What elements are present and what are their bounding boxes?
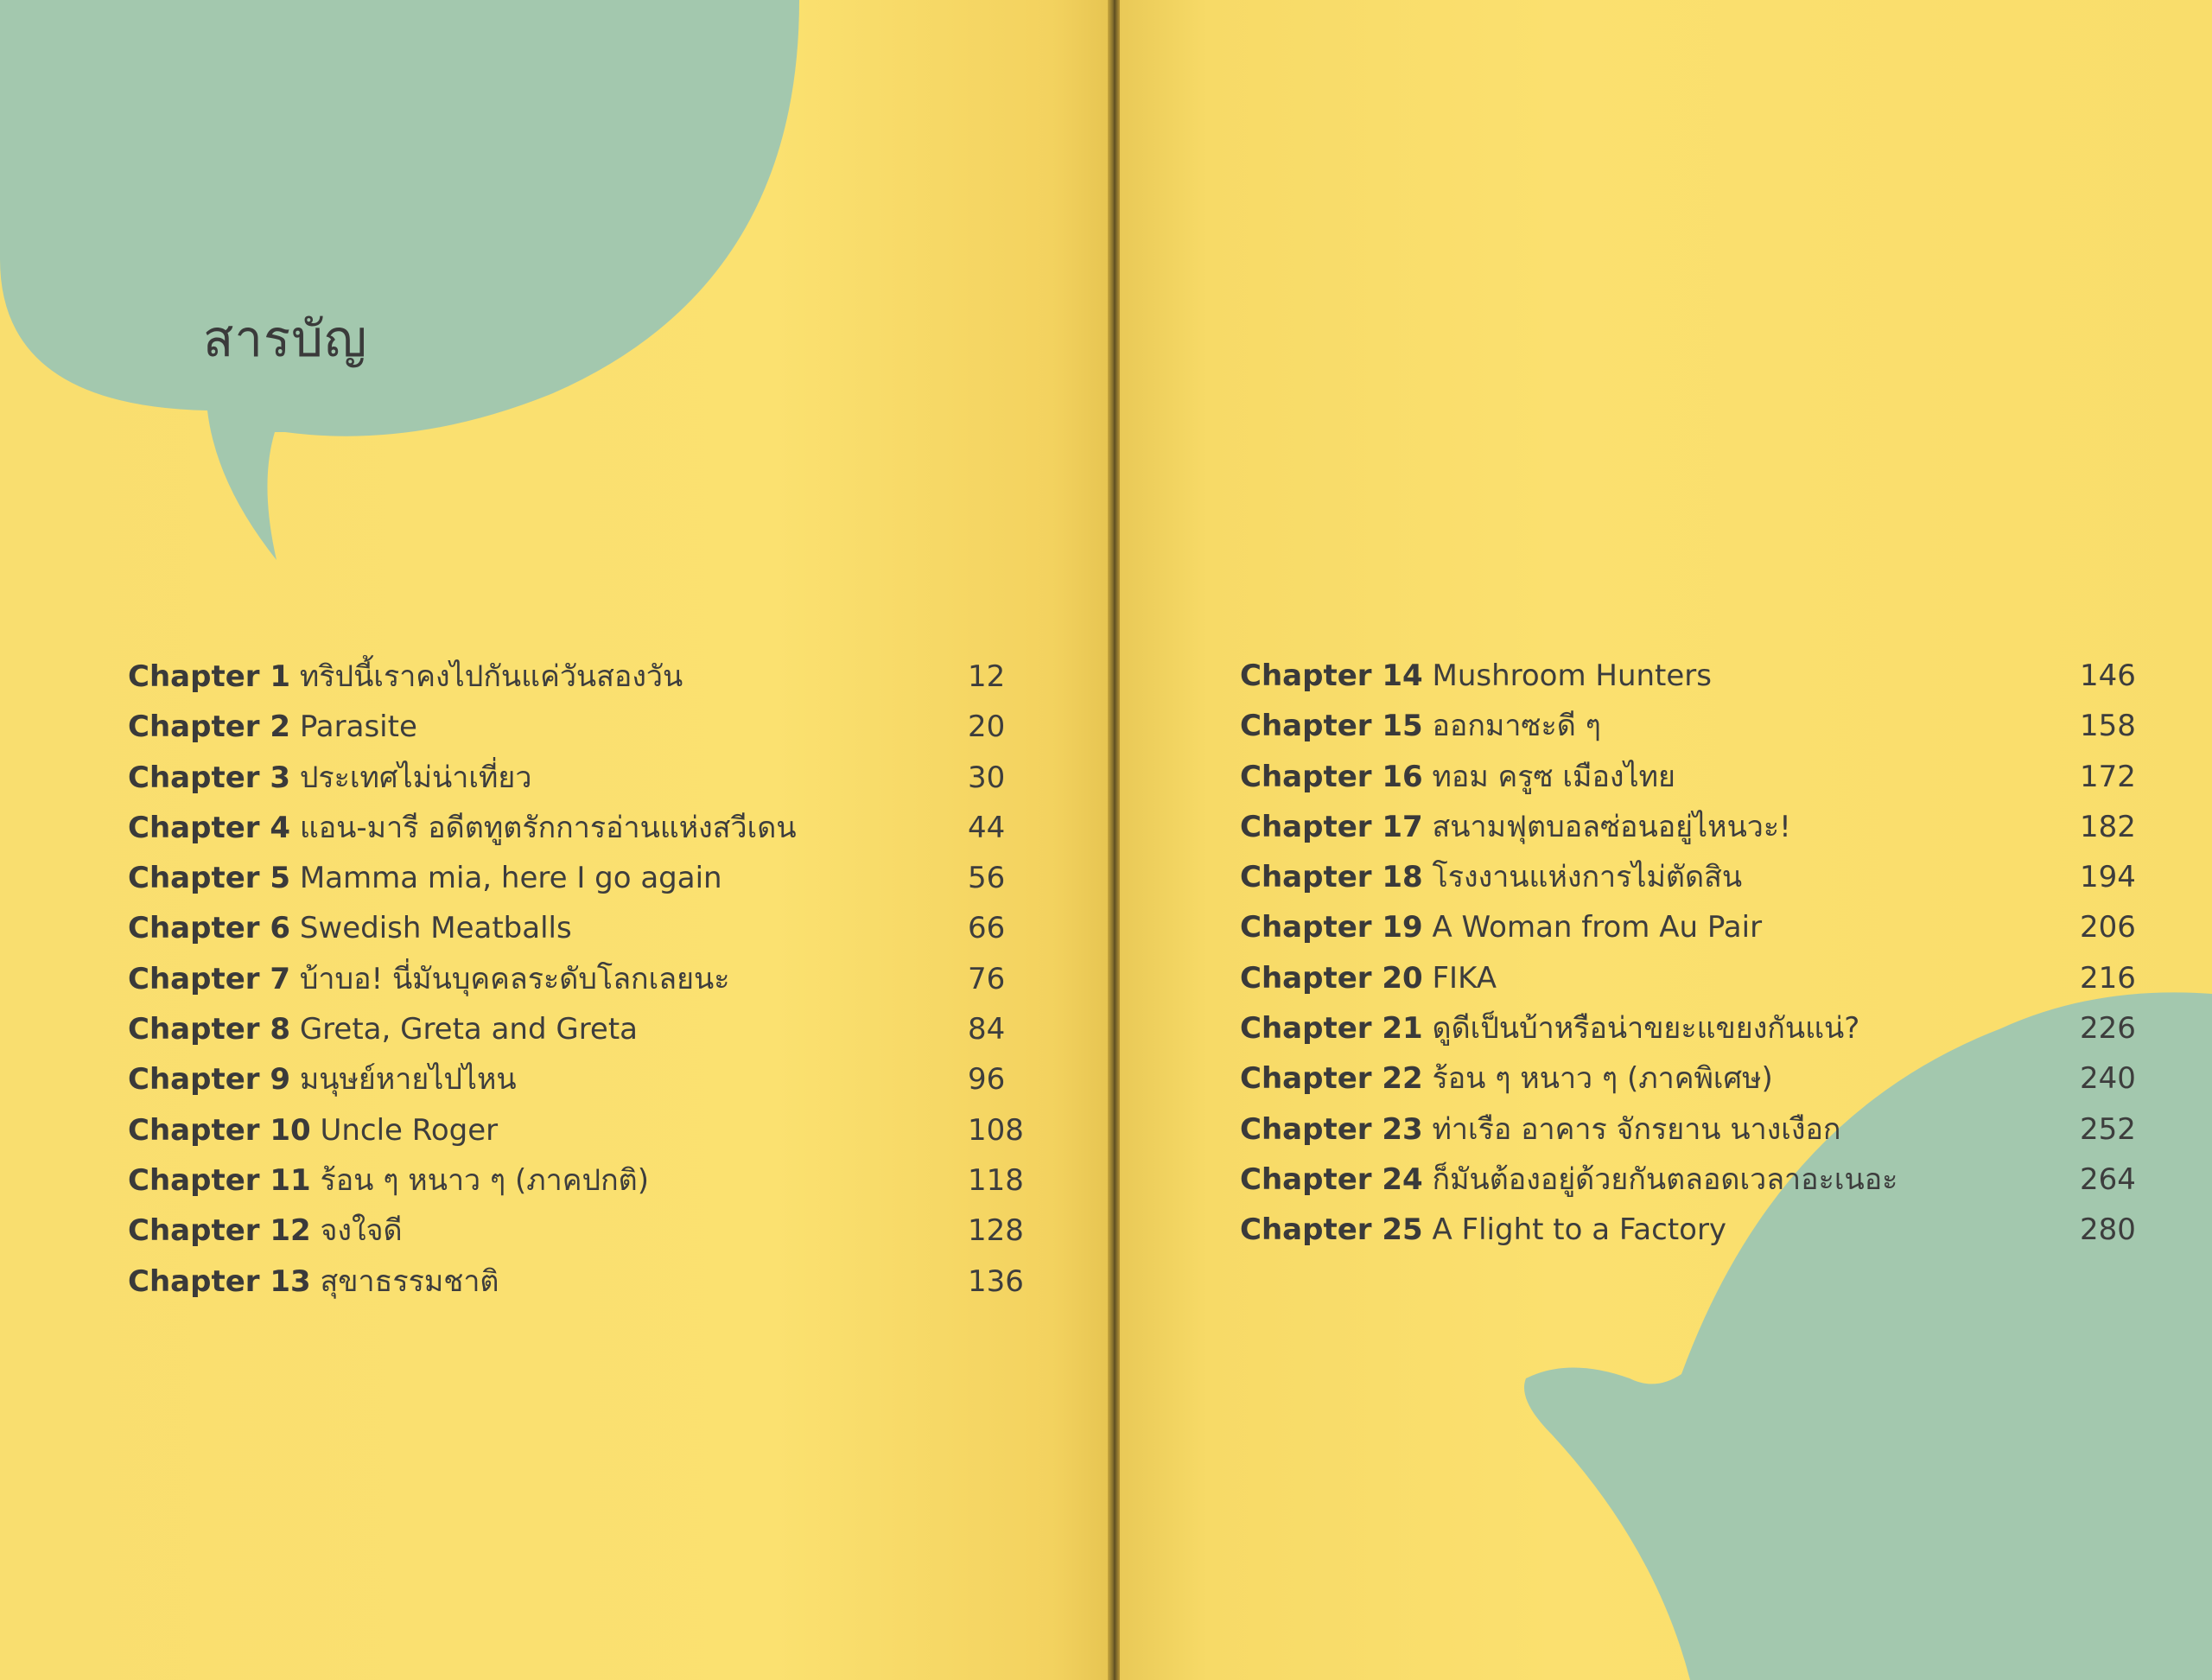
page-number: 44 bbox=[968, 810, 1006, 845]
chapter-title: Parasite bbox=[299, 710, 417, 745]
chapter-label: Chapter 3 bbox=[128, 760, 291, 795]
chapter-title: Mamma mia, here I go again bbox=[299, 861, 722, 896]
chapter-title: สนามฟุตบอลซ่อนอยู่ไหนวะ! bbox=[1432, 809, 1791, 844]
chapter-label: Chapter 13 bbox=[128, 1263, 311, 1299]
page-number: 206 bbox=[2080, 910, 2136, 945]
toc-title: สารบัญ bbox=[203, 309, 368, 368]
page-number: 128 bbox=[968, 1213, 1024, 1249]
toc-entry[interactable] bbox=[128, 1105, 1024, 1155]
toc-entry[interactable] bbox=[1240, 802, 2139, 852]
chapter-title: A Flight to a Factory bbox=[1432, 1212, 1727, 1248]
chapter-title: โรงงานแห่งการไม่ตัดสิน bbox=[1432, 860, 1743, 895]
chapter-title: FIKA bbox=[1432, 960, 1497, 996]
page-number: 252 bbox=[2080, 1111, 2136, 1147]
chapter-label: Chapter 15 bbox=[1240, 709, 1423, 744]
chapter-label: Chapter 8 bbox=[128, 1012, 291, 1047]
chapter-title: ประเทศไม่น่าเที่ยว bbox=[299, 760, 532, 795]
chapter-label: Chapter 1 bbox=[128, 659, 291, 694]
toc-entry[interactable] bbox=[128, 1206, 1024, 1256]
toc-entry[interactable] bbox=[128, 954, 1018, 1004]
chapter-title: Swedish Meatballs bbox=[299, 911, 572, 946]
page-number: 226 bbox=[2080, 1011, 2136, 1047]
chapter-title: สุขาธรรมชาติ bbox=[320, 1263, 499, 1299]
chapter-label: Chapter 20 bbox=[1240, 960, 1423, 996]
toc-entry[interactable] bbox=[128, 1257, 1024, 1307]
chapter-title: ออกมาซะดี ๆ bbox=[1432, 709, 1601, 744]
chapter-label: Chapter 4 bbox=[128, 810, 291, 845]
chapter-label: Chapter 10 bbox=[128, 1112, 311, 1148]
chapter-label: Chapter 24 bbox=[1240, 1161, 1423, 1197]
chapter-title: มนุษย์หายไปไหน bbox=[299, 1062, 517, 1098]
toc-entry[interactable] bbox=[1240, 953, 2139, 1003]
speech-bubble-icon bbox=[0, 0, 1108, 605]
chapter-label: Chapter 7 bbox=[128, 961, 291, 996]
toc-entry[interactable] bbox=[1240, 1003, 2139, 1053]
book-gutter bbox=[1108, 0, 1120, 1680]
chapter-title: ทอม ครูซ เมืองไทย bbox=[1432, 759, 1675, 794]
chapter-label: Chapter 11 bbox=[128, 1162, 311, 1198]
chapter-label: Chapter 5 bbox=[128, 861, 291, 896]
chapter-label: Chapter 12 bbox=[128, 1213, 311, 1249]
toc-entry[interactable] bbox=[128, 652, 1018, 702]
chapter-title: ก็มันต้องอยู่ด้วยกันตลอดเวลาอะเนอะ bbox=[1432, 1161, 1898, 1197]
page-number: 84 bbox=[968, 1012, 1006, 1047]
page-number: 136 bbox=[968, 1263, 1024, 1299]
chapter-title: Mushroom Hunters bbox=[1432, 659, 1712, 693]
page-number: 66 bbox=[968, 911, 1006, 946]
page-number: 118 bbox=[968, 1162, 1024, 1198]
toc-list-left bbox=[128, 652, 1024, 1307]
page-number: 56 bbox=[968, 861, 1006, 896]
chapter-title: ดูดีเป็นบ้าหรือน่าขยะแขยงกันแน่? bbox=[1432, 1011, 1860, 1047]
chapter-label: Chapter 22 bbox=[1240, 1061, 1423, 1097]
toc-entry[interactable] bbox=[128, 753, 1018, 803]
toc-list-right bbox=[1240, 651, 2139, 1256]
page-number: 146 bbox=[2080, 659, 2136, 693]
toc-entry[interactable] bbox=[1240, 651, 2139, 701]
toc-entry[interactable] bbox=[1240, 701, 2139, 751]
page-number: 76 bbox=[968, 961, 1006, 996]
toc-entry[interactable] bbox=[128, 1004, 1018, 1054]
toc-entry[interactable] bbox=[1240, 1205, 2139, 1255]
chapter-title: ร้อน ๆ หนาว ๆ (ภาคปกติ) bbox=[320, 1162, 650, 1198]
chapter-title: แอน-มารี อดีตทูตรักการอ่านแห่งสวีเดน bbox=[299, 810, 797, 845]
chapter-label: Chapter 23 bbox=[1240, 1111, 1423, 1147]
toc-entry[interactable] bbox=[1240, 1104, 2139, 1155]
chapter-label: Chapter 6 bbox=[128, 911, 291, 946]
chapter-title: ร้อน ๆ หนาว ๆ (ภาคพิเศษ) bbox=[1432, 1061, 1773, 1097]
chapter-label: Chapter 21 bbox=[1240, 1011, 1423, 1047]
page-number: 30 bbox=[968, 760, 1006, 795]
toc-entry[interactable] bbox=[128, 1155, 1024, 1206]
toc-entry[interactable] bbox=[128, 803, 1018, 853]
chapter-title: Uncle Roger bbox=[320, 1112, 499, 1148]
page-number: 96 bbox=[968, 1062, 1006, 1098]
toc-entry[interactable] bbox=[128, 853, 1018, 903]
chapter-label: Chapter 25 bbox=[1240, 1212, 1423, 1248]
page-number: 172 bbox=[2080, 759, 2136, 794]
page-number: 158 bbox=[2080, 709, 2136, 744]
chapter-title: ท่าเรือ อาคาร จักรยาน นางเงือก bbox=[1432, 1111, 1841, 1147]
chapter-title: Greta, Greta and Greta bbox=[299, 1012, 639, 1047]
toc-entry[interactable] bbox=[1240, 1053, 2139, 1104]
toc-entry[interactable] bbox=[1240, 852, 2139, 902]
chapter-label: Chapter 16 bbox=[1240, 759, 1423, 794]
page-number: 194 bbox=[2080, 860, 2136, 895]
page-number: 264 bbox=[2080, 1161, 2136, 1197]
page-number: 216 bbox=[2080, 960, 2136, 996]
chapter-title: บ้าบอ! นี่มันบุคคลระดับโลกเลยนะ bbox=[299, 961, 730, 996]
chapter-label: Chapter 18 bbox=[1240, 860, 1423, 895]
page-number: 240 bbox=[2080, 1061, 2136, 1097]
chapter-label: Chapter 19 bbox=[1240, 910, 1423, 945]
right-page bbox=[1120, 0, 2212, 1680]
chapter-label: Chapter 9 bbox=[128, 1062, 291, 1098]
chapter-title: จงใจดี bbox=[320, 1213, 403, 1249]
chapter-label: Chapter 17 bbox=[1240, 809, 1423, 844]
page-number: 182 bbox=[2080, 809, 2136, 844]
chapter-label: Chapter 14 bbox=[1240, 659, 1423, 693]
toc-entry[interactable] bbox=[128, 903, 1018, 953]
page-number: 108 bbox=[968, 1112, 1024, 1148]
toc-entry[interactable] bbox=[1240, 902, 2139, 952]
toc-entry[interactable] bbox=[1240, 752, 2139, 802]
page-number: 12 bbox=[968, 659, 1006, 694]
chapter-title: A Woman from Au Pair bbox=[1432, 910, 1763, 945]
toc-entry[interactable] bbox=[128, 702, 1018, 752]
page-number: 280 bbox=[2080, 1212, 2136, 1248]
chapter-title: ทริปนี้เราคงไปกันแค่วันสองวัน bbox=[299, 659, 683, 694]
toc-entry[interactable] bbox=[1240, 1155, 2139, 1205]
toc-entry[interactable] bbox=[128, 1054, 1018, 1104]
chapter-label: Chapter 2 bbox=[128, 710, 291, 745]
page-number: 20 bbox=[968, 710, 1006, 745]
